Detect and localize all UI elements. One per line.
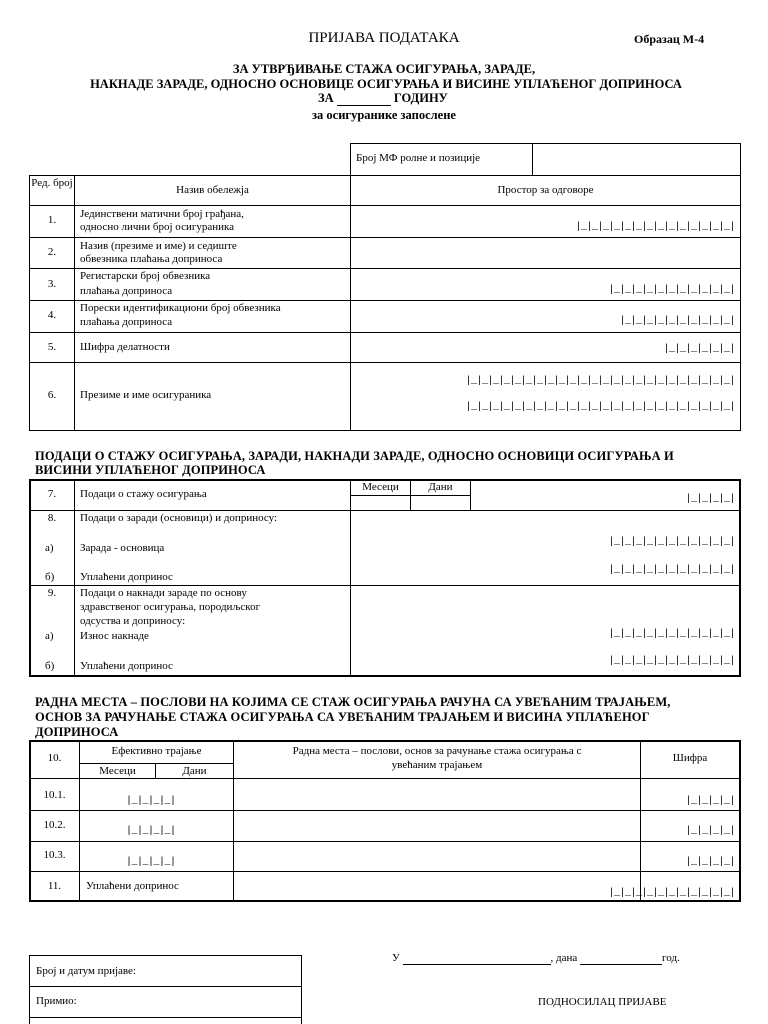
row-9-label-1: Подаци о накнади зараде по основу [80,587,247,599]
row-2-input[interactable] [352,239,738,267]
row-6-num: 6. [47,389,57,401]
col-code: Шифра [672,752,708,764]
row-10-3-num: 10.3. [43,849,66,861]
date-blank[interactable] [580,952,662,965]
row-10-1-code-boxes[interactable]: |_|_|_|_| [685,796,735,807]
col-answer-header: Простор за одговоре [497,184,594,196]
row-7-label: Подаци о стажу осигурања [80,488,207,500]
row-6-input-boxes-2[interactable]: |_|_|_|_|_|_|_|_|_|_|_|_|_|_|_|_|_|_|_|_|_|_|_|_| [465,402,735,413]
year-suffix: ГОДИНУ [393,91,448,105]
row-8-label: Подаци о заради (основици) и доприносу: [80,512,278,524]
form-code: Образац М-4 [634,32,705,46]
row-2-label-1: Назив (презиме и име) и седиште [80,240,237,252]
row-8a-label: Зарада - основица [80,542,165,554]
row-6-input-boxes-1[interactable]: |_|_|_|_|_|_|_|_|_|_|_|_|_|_|_|_|_|_|_|_|_|_|_|_| [465,376,735,387]
row-8b-label: Уплаћени допринос [80,571,173,583]
section-3-heading-3: ДОПРИНОСА [35,725,119,739]
row-9-label-2: здравственог осигурања, породиљског [80,601,261,613]
row-4-input-boxes[interactable]: |_|_|_|_|_|_|_|_|_|_| [619,316,735,327]
row-8-num: 8. [47,512,57,524]
row-1-num: 1. [47,214,57,226]
subtitle-year-line [318,91,448,106]
row-8b-marker: б) [45,571,55,583]
year-blank[interactable] [337,93,391,106]
subtitle-line-2: НАКНАДЕ ЗАРАДЕ, ОДНОСНО ОСНОВИЦЕ ОСИГУРАЊА И ВИСИНЕ УПЛАЋЕНОГ ДОПРИНОСА [90,77,682,91]
subtitle-line-4: за осигуранике запослене [312,108,456,122]
row-10-2-code-boxes[interactable]: |_|_|_|_| [685,826,735,837]
row-5-label: Шифра делатности [80,341,170,353]
row-4-label-1: Порески идентификациони број обвезника [80,302,281,314]
row-4-num: 4. [47,309,57,321]
row-8b-input-boxes[interactable]: |_|_|_|_|_|_|_|_|_|_|_| [608,565,735,576]
row-8a-input-boxes[interactable]: |_|_|_|_|_|_|_|_|_|_|_| [608,537,735,548]
row-11-label: Уплаћени допринос [86,880,179,892]
submitter-label: ПОДНОСИЛАЦ ПРИЈАВЕ [538,996,667,1008]
section-2-heading-1: ПОДАЦИ О СТАЖУ ОСИГУРАЊА, ЗАРАДИ, НАКНАДИ ЗАРАДЕ, ОДНОСНО ОСНОВИЦИ ОСИГУРАЊА И [35,449,674,463]
subtitle-line-1: ЗА УТВРЂИВАЊЕ СТАЖА ОСИГУРАЊА, ЗАРАДЕ, [232,62,536,76]
row-1-input-boxes[interactable]: |_|_|_|_|_|_|_|_|_|_|_|_|_|_| [575,222,735,233]
col-name-header: Назив обележја [176,184,249,196]
col-workplace-2: увећаним трајањем [391,759,483,771]
mf-roll-label: Број МФ ролне и позиције [356,152,481,164]
row-9-label-3: одсуства и доприносу: [80,615,186,627]
row-10-2-num: 10.2. [43,819,66,831]
place-blank[interactable] [403,952,551,965]
place-prefix: У [392,952,400,964]
year-prefix: ЗА [318,91,334,105]
row-7-days-label: Дани [428,481,453,493]
page-title: ПРИЈАВА ПОДАТАКА [308,30,460,46]
row-7-input-boxes[interactable]: |_|_|_|_| [685,494,735,505]
row-3-label-2: плаћања доприноса [80,285,173,297]
col-effective-duration: Ефективно трајање [111,745,202,757]
row-11-num: 11. [47,880,62,892]
section-3-col-num: 10. [47,752,62,764]
row-9b-marker: б) [45,660,55,672]
row-10-1-duration-boxes[interactable]: |_|_|_|_| [126,796,176,807]
col-workplace-1: Радна места – послови, основ за рачунање стажа осигурања с [292,745,582,757]
row-3-input-boxes[interactable]: |_|_|_|_|_|_|_|_|_|_|_| [608,285,735,296]
row-9b-label: Уплаћени допринос [80,660,173,672]
row-9a-label: Износ накнаде [80,630,149,642]
mf-roll-input[interactable] [534,145,738,174]
row-9b-input-boxes[interactable]: |_|_|_|_|_|_|_|_|_|_|_| [608,656,735,667]
row-5-input-boxes[interactable]: |_|_|_|_|_|_| [663,344,735,355]
row-1-label-2: односно лични број осигураника [80,221,235,233]
row-10-2-duration-boxes[interactable]: |_|_|_|_| [126,826,176,837]
row-3-num: 3. [47,278,57,290]
row-2-num: 2. [47,246,57,258]
col-num-header: Ред. број [31,177,73,189]
row-10-3-workplace-input[interactable] [235,843,639,870]
row-7-months-label: Месеци [362,481,399,493]
row-10-2-workplace-input[interactable] [235,812,639,840]
row-10-1-num: 10.1. [43,789,66,801]
row-9a-marker: а) [45,630,54,642]
row-5-num: 5. [47,341,57,353]
row-3-label-1: Регистарски број обвезника [80,270,211,282]
row-10-1-workplace-input[interactable] [235,780,639,809]
row-9-num: 9. [47,587,57,599]
row-8a-marker: а) [45,542,54,554]
date-label: , дана [550,952,578,964]
row-6-label: Презиме и име осигураника [80,389,212,401]
row-2-label-2: обвезника плаћања доприноса [80,253,223,265]
row-10-3-code-boxes[interactable]: |_|_|_|_| [685,857,735,868]
place-date-line [392,952,680,965]
received-by-label: Примио: [36,995,77,1007]
year-label: год. [662,952,680,964]
row-10-3-duration-boxes[interactable]: |_|_|_|_| [126,857,176,868]
col-months: Месеци [99,765,136,777]
row-1-label-1: Јединствени матични број грађана, [80,208,244,220]
registration-label: Број и датум пријаве: [36,965,136,977]
row-11-input-boxes[interactable]: |_|_|_|_|_|_|_|_|_|_|_| [608,888,735,899]
col-days: Дани [182,765,207,777]
row-7-num: 7. [47,488,57,500]
row-9a-input-boxes[interactable]: |_|_|_|_|_|_|_|_|_|_|_| [608,629,735,640]
section-2-heading-2: ВИСИНИ УПЛАЋЕНОГ ДОПРИНОСА [35,463,266,477]
section-3-heading-2: ОСНОВ ЗА РАЧУНАЊЕ СТАЖА ОСИГУРАЊА СА УВЕЋАНИМ ТРАЈАЊЕМ И ВИСИНА УПЛАЋЕНОГ [35,710,650,724]
row-4-label-2: плаћања доприноса [80,316,173,328]
section-3-heading-1: РАДНА МЕСТА – ПОСЛОВИ НА КОЈИМА СЕ СТАЖ ОСИГУРАЊА РАЧУНА СА УВЕЋАНИМ ТРАЈАЊЕМ, [35,695,671,709]
